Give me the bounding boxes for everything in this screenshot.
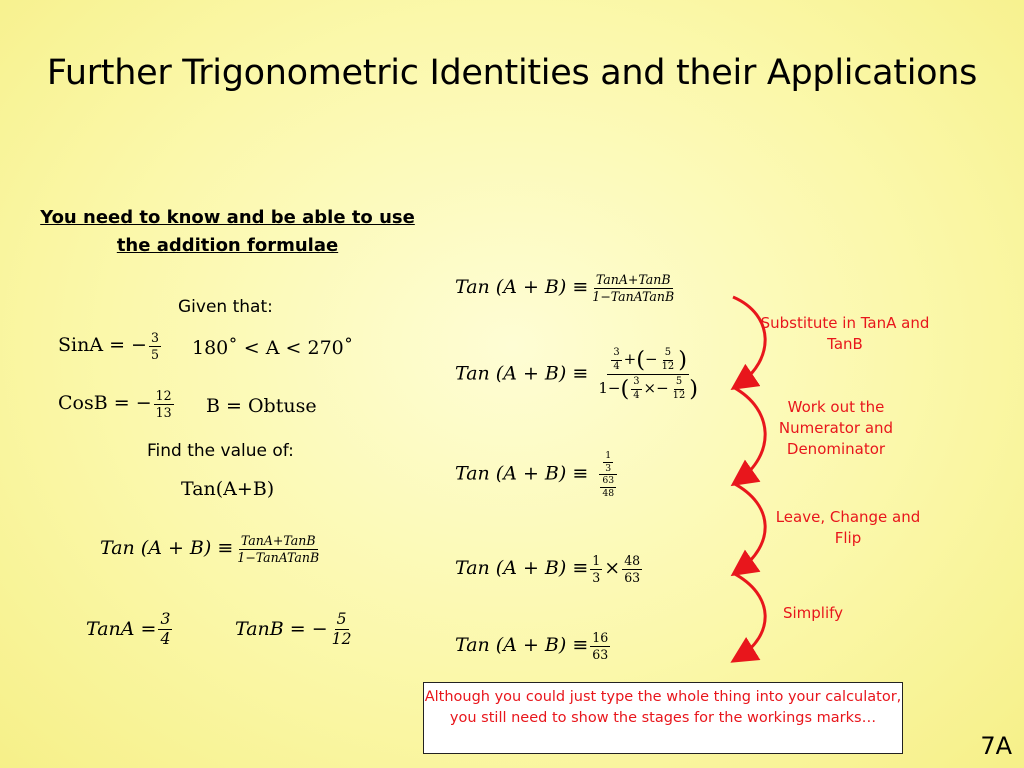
arrow-4 xyxy=(733,573,765,658)
slide-number: 7A xyxy=(980,732,1012,760)
step-3-lhs: Tan (A + B) ≡ xyxy=(455,462,589,485)
arrow-3 xyxy=(733,483,765,571)
left-identity-lhs: Tan (A + B) ≡ xyxy=(100,537,234,560)
step-4-fraction-a: $\frac{1}{3}$ xyxy=(592,553,601,585)
step-2-main-fraction: $\frac{3}{4}$ +(− $\frac{5}{12}$ ) 1−( $\frac{3}{4}$ ×− $\frac{5}{12}$ ) xyxy=(598,347,699,403)
step-2-lhs: Tan (A + B) ≡ xyxy=(455,362,589,385)
cos-b-lhs: CosB = − xyxy=(58,392,152,415)
tan-a-lhs: TanA = xyxy=(86,617,157,640)
intro-text: You need to know and be able to use the addition formulae xyxy=(40,207,415,256)
find-label: Find the value of: xyxy=(147,441,294,461)
step-3-complex-fraction: $\frac{\frac{1}{3}}{\frac{63}{48}}$ xyxy=(596,450,620,499)
step-5-lhs: Tan (A + B) ≡ xyxy=(455,634,589,657)
left-identity-fraction: $\frac{\text{TanA+TanB}}{\text{1−TanATanB}}$ xyxy=(237,533,320,565)
slide-title: Further Trigonometric Identities and their Applications xyxy=(46,53,978,93)
given-b-condition: B = Obtuse xyxy=(206,395,317,417)
tan-a-fraction: $\frac{3}{4}$ xyxy=(160,610,171,649)
sin-a-fraction: $\frac{3}{5}$ xyxy=(150,330,159,362)
sin-a-lhs: SinA = − xyxy=(58,334,147,357)
step-4-fraction-b: $\frac{48}{63}$ xyxy=(624,553,641,585)
given-a-range: 180˚ < A < 270˚ xyxy=(192,337,354,359)
note-leave-change-flip: Leave, Change and Flip xyxy=(775,508,921,547)
note-substitute: Substitute in TanA and TanB xyxy=(760,314,930,353)
note-work-out: Work out the Numerator and Denominator xyxy=(778,398,894,458)
step-5-result-fraction: $\frac{16}{63}$ xyxy=(592,630,609,662)
step-4-lhs: Tan (A + B) ≡ xyxy=(455,557,589,580)
tan-b-fraction: $\frac{5}{12}$ xyxy=(331,610,352,649)
note-simplify: Simplify xyxy=(782,604,844,622)
cos-b-fraction: $\frac{12}{13}$ xyxy=(155,388,172,420)
step-1-lhs: Tan (A + B) ≡ xyxy=(455,276,589,299)
given-label: Given that: xyxy=(178,297,273,317)
step-4-times: × xyxy=(604,557,621,580)
step-1-fraction: $\frac{\text{TanA+TanB}}{\text{1−TanATanB}}$ xyxy=(592,272,675,304)
callout-box: Although you could just type the whole thing into your calculator, you still need to show the stages for the workings marks… xyxy=(423,682,903,754)
tan-b-lhs: TanB = − xyxy=(235,617,328,640)
find-target: Tan(A+B) xyxy=(181,478,275,500)
